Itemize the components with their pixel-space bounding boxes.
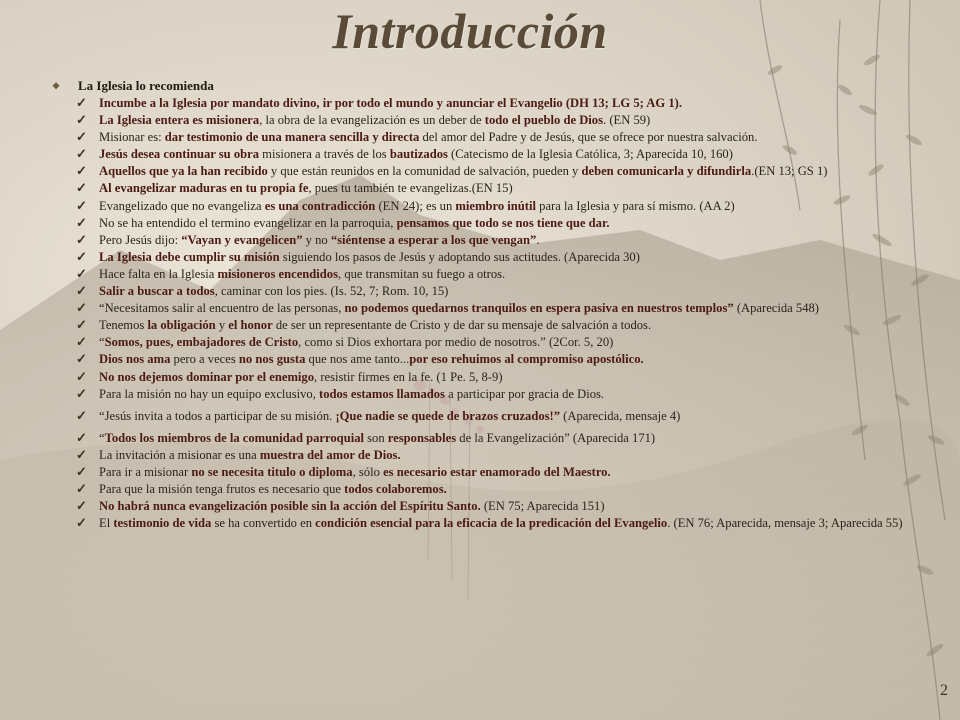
item-text: de ser un representante de Cristo y de dar su mensaje de salvación a todos. bbox=[272, 318, 652, 333]
diamond-bullet-icon: ❖ bbox=[52, 80, 61, 91]
item-text: (Catecismo de la Iglesia Católica, 3; Aparecida 10, 160) bbox=[447, 147, 733, 162]
item-text: Para ir a misionar bbox=[99, 464, 192, 479]
section-header bbox=[52, 78, 914, 94]
item-text: Misionar es: bbox=[99, 130, 165, 145]
item-text: son bbox=[364, 430, 388, 445]
checkmark-icon: ✓ bbox=[76, 497, 87, 513]
item-text: . bbox=[536, 232, 540, 247]
checkmark-icon: ✓ bbox=[76, 515, 87, 531]
emphasis-text: no nos gusta bbox=[238, 352, 306, 367]
checkmark-icon: ✓ bbox=[76, 95, 87, 110]
emphasis-text: deben comunicarla y difundirla bbox=[581, 164, 752, 179]
list-item bbox=[72, 431, 914, 445]
emphasis-text: la obligación bbox=[147, 318, 216, 333]
checkmark-icon: ✓ bbox=[76, 146, 87, 162]
item-text: La invitación a misionar es una bbox=[99, 447, 260, 462]
list-item bbox=[72, 250, 914, 264]
section-label: La Iglesia lo recomienda bbox=[78, 78, 214, 93]
checkmark-icon: ✓ bbox=[76, 368, 87, 384]
item-text: Hace falta en la Iglesia bbox=[99, 266, 218, 281]
item-text: se ha convertido en bbox=[211, 516, 316, 531]
checkmark-icon: ✓ bbox=[76, 385, 87, 401]
checkmark-icon: ✓ bbox=[76, 248, 87, 264]
emphasis-text: Aquellos que ya la han recibido bbox=[99, 164, 268, 179]
item-text: . (EN 59) bbox=[603, 113, 651, 128]
emphasis-text: no podemos quedarnos tranquilos en espera pasiva en nuestros templos” bbox=[344, 301, 734, 316]
emphasis-text: Todos los miembros de la comunidad parroquial bbox=[104, 430, 364, 445]
list-item bbox=[72, 267, 914, 281]
emphasis-text: “Vayan y evangelicen” bbox=[181, 232, 303, 247]
item-text: , resistir firmes en la fe. (1 Pe. 5, 8-9) bbox=[314, 369, 503, 384]
list-item bbox=[72, 516, 914, 530]
list-item bbox=[72, 482, 914, 496]
emphasis-text: pensamos que todo se nos tiene que dar. bbox=[396, 215, 610, 230]
emphasis-text: todos estamos llamados bbox=[319, 386, 445, 401]
list-item bbox=[72, 113, 914, 127]
checkmark-icon: ✓ bbox=[76, 112, 87, 128]
checkmark-icon: ✓ bbox=[76, 265, 87, 281]
emphasis-text: “siéntense a esperar a los que vengan” bbox=[330, 232, 537, 247]
list-item bbox=[72, 409, 914, 423]
checkmark-icon: ✓ bbox=[76, 463, 87, 479]
list-item bbox=[72, 164, 914, 178]
emphasis-text: responsables bbox=[387, 430, 457, 445]
emphasis-text: Salir a buscar a todos bbox=[99, 284, 215, 299]
list-item bbox=[72, 370, 914, 384]
list-item bbox=[72, 130, 914, 144]
slide-content bbox=[52, 78, 914, 533]
checkmark-icon: ✓ bbox=[76, 180, 87, 196]
emphasis-text: muestra del amor de Dios. bbox=[259, 447, 401, 462]
emphasis-text: Incumbe a la Iglesia por mandato divino, ir por todo el mundo y anunciar el Evangelio (DH 13; LG 5; AG 1). bbox=[99, 96, 682, 110]
item-text: para la Iglesia y para sí mismo. (AA 2) bbox=[536, 198, 735, 213]
item-text: No se ha entendido el termino evangelizar en la parroquia, bbox=[99, 215, 397, 230]
checkmark-icon: ✓ bbox=[76, 429, 87, 445]
item-text: Para la misión no hay un equipo exclusivo, bbox=[99, 386, 320, 401]
emphasis-text: bautizados bbox=[389, 147, 448, 162]
item-text: de la Evangelización” (Aparecida 171) bbox=[456, 430, 656, 445]
emphasis-text: La Iglesia entera es misionera bbox=[99, 113, 260, 128]
emphasis-text: La Iglesia debe cumplir su misión bbox=[99, 249, 280, 264]
item-text: . (EN 76; Aparecida, mensaje 3; Aparecida 55) bbox=[667, 516, 903, 531]
emphasis-text: dar testimonio de una manera sencilla y directa bbox=[164, 130, 420, 145]
item-text: siguiendo los pasos de Jesús y adoptando sus actitudes. (Aparecida 30) bbox=[279, 249, 640, 264]
item-text: , sólo bbox=[352, 464, 384, 479]
item-text: , que transmitan su fuego a otros. bbox=[338, 266, 506, 281]
item-text: misionera a través de los bbox=[259, 147, 390, 162]
checkmark-icon: ✓ bbox=[76, 480, 87, 496]
checkmark-icon: ✓ bbox=[76, 163, 87, 179]
item-text: Para que la misión tenga frutos es necesario que bbox=[99, 481, 345, 496]
list-item bbox=[72, 284, 914, 298]
emphasis-text: misioneros encendidos bbox=[217, 266, 339, 281]
list-item bbox=[72, 233, 914, 247]
emphasis-text: No habrá nunca evangelización posible sin la acción del Espíritu Santo. bbox=[99, 498, 481, 513]
emphasis-text: Al evangelizar maduras en tu propia fe bbox=[99, 181, 309, 196]
list-item bbox=[72, 147, 914, 161]
emphasis-text: por eso rehuimos al compromiso apostólico. bbox=[409, 352, 644, 367]
item-text: (EN 75; Aparecida 151) bbox=[480, 498, 605, 513]
item-text: (EN 24); es un bbox=[375, 198, 456, 213]
list-item bbox=[72, 318, 914, 332]
emphasis-text: el honor bbox=[228, 318, 273, 333]
list-item bbox=[72, 352, 914, 366]
item-text: , como si Dios exhortara por medio de nosotros.” (2Cor. 5, 20) bbox=[298, 335, 614, 350]
emphasis-text: Dios nos ama bbox=[99, 352, 171, 367]
emphasis-text: no se necesita titulo o diploma bbox=[191, 464, 353, 479]
emphasis-text: No nos dejemos dominar por el enemigo bbox=[99, 369, 315, 384]
checkmark-icon: ✓ bbox=[76, 197, 87, 213]
list-item bbox=[72, 96, 914, 110]
item-text: y bbox=[215, 318, 229, 333]
checkmark-icon: ✓ bbox=[76, 334, 87, 350]
emphasis-text: todos colaboremos. bbox=[344, 481, 447, 496]
item-text: y no bbox=[302, 232, 331, 247]
list-item bbox=[72, 335, 914, 349]
item-text: , pues tu también te evangelizas.(EN 15) bbox=[308, 181, 513, 196]
checkmark-icon: ✓ bbox=[76, 351, 87, 367]
emphasis-text: es una contradicción bbox=[264, 198, 376, 213]
checkmark-icon: ✓ bbox=[76, 129, 87, 145]
checkmark-icon: ✓ bbox=[76, 446, 87, 462]
list-item bbox=[72, 499, 914, 513]
emphasis-text: ¡Que nadie se quede de brazos cruzados!” bbox=[335, 408, 561, 423]
checkmark-icon: ✓ bbox=[76, 407, 87, 423]
list-item bbox=[72, 199, 914, 213]
emphasis-text: miembro inútil bbox=[455, 198, 536, 213]
checkmark-icon: ✓ bbox=[76, 231, 87, 247]
list-item bbox=[72, 465, 914, 479]
page-number: 2 bbox=[940, 682, 948, 699]
list-item bbox=[72, 448, 914, 462]
checkmark-icon: ✓ bbox=[76, 300, 87, 316]
item-text: Tenemos bbox=[99, 318, 148, 333]
item-text: y que están reunidos en la comunidad de salvación, pueden y bbox=[267, 164, 582, 179]
item-text: (Aparecida, mensaje 4) bbox=[560, 408, 681, 423]
item-text: , caminar con los pies. (Is. 52, 7; Rom. 10, 15) bbox=[214, 284, 449, 299]
emphasis-text: todo el pueblo de Dios bbox=[484, 113, 604, 128]
emphasis-text: es necesario estar enamorado del Maestro. bbox=[383, 464, 611, 479]
slide-title: Introducción bbox=[332, 3, 608, 59]
list-item bbox=[72, 216, 914, 230]
item-text: “Necesitamos salir al encuentro de las personas, bbox=[99, 301, 345, 316]
item-text: a participar por gracia de Dios. bbox=[444, 386, 605, 401]
item-text: que nos ame tanto... bbox=[305, 352, 410, 367]
item-text: Pero Jesús dijo: bbox=[99, 232, 182, 247]
item-text: del amor del Padre y de Jesús, que se ofrece por nuestra salvación. bbox=[419, 130, 758, 145]
emphasis-text: Jesús desea continuar su obra bbox=[99, 147, 260, 162]
emphasis-text: condición esencial para la eficacia de la predicación del Evangelio bbox=[315, 516, 668, 531]
list-item bbox=[72, 181, 914, 195]
bullet-list bbox=[52, 96, 914, 530]
item-text: “Jesús invita a todos a participar de su misión. bbox=[99, 408, 336, 423]
item-text: , la obra de la evangelización es un deber de bbox=[259, 113, 485, 128]
checkmark-icon: ✓ bbox=[76, 317, 87, 333]
item-text: “ bbox=[99, 335, 105, 350]
checkmark-icon: ✓ bbox=[76, 214, 87, 230]
item-text: “ bbox=[99, 430, 105, 445]
item-text: Evangelizado que no evangeliza bbox=[99, 198, 265, 213]
emphasis-text: testimonio de vida bbox=[113, 516, 212, 531]
item-text: (Aparecida 548) bbox=[733, 301, 820, 316]
item-text: pero a veces bbox=[170, 352, 239, 367]
list-item bbox=[72, 387, 914, 401]
item-text: El bbox=[99, 516, 114, 531]
item-text: .(EN 13; GS 1) bbox=[751, 164, 828, 179]
checkmark-icon: ✓ bbox=[76, 283, 87, 299]
list-item bbox=[72, 301, 914, 315]
emphasis-text: Somos, pues, embajadores de Cristo bbox=[104, 335, 299, 350]
